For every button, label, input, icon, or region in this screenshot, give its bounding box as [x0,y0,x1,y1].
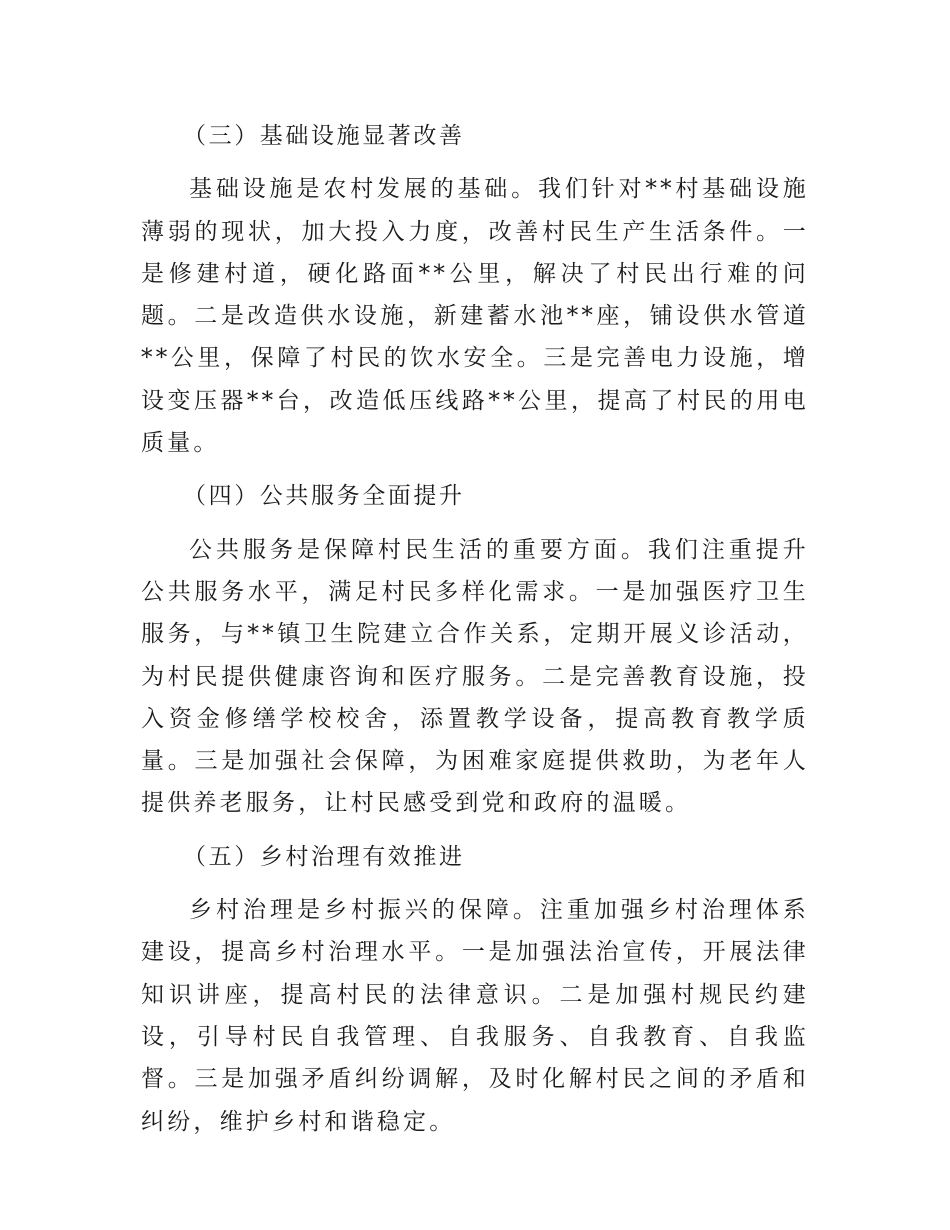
section-heading-infrastructure: （三）基础设施显著改善 [183,123,465,149]
section-heading-public-services: （四）公共服务全面提升 [183,483,465,510]
document-body [141,115,809,1154]
section-paragraph-infrastructure: 基础设施是农村发展的基础。我们针对**村基础设施薄弱的现状，加大投入力度，改善村民生产生活条件。一是修建村道，硬化路面**公里，解决了村民出行难的问题。二是改造供水设施，新建蓄水池**座，铺设供水管道**公里，保障了村民的饮水安全。三是完善电力设施，增设变压器**台，改造低压线路**公里，提高了村民的用电质量。 [141,176,809,457]
section-paragraph-public-services: 公共服务是保障村民生活的重要方面。我们注重提升公共服务水平，满足村民多样化需求。一是加强医疗卫生服务，与**镇卫生院建立合作关系，定期开展义诊活动，为村民提供健康咨询和医疗服务。二是完善教育设施，投入资金修缮学校校舍，添置教学设备，提高教育教学质量。三是加强社会保障，为困难家庭提供救助，为老年人提供养老服务，让村民感受到党和政府的温暖。 [141,536,809,817]
section-paragraph-rural-governance: 乡村治理是乡村振兴的保障。注重加强乡村治理体系建设，提高乡村治理水平。一是加强法治宣传，开展法律知识讲座，提高村民的法律意识。二是加强村规民约建设，引导村民自我管理、自我服务、自我教育、自我监督。三是加强矛盾纠纷调解，及时化解村民之间的矛盾和纠纷，维护乡村和谐稳定。 [141,897,809,1135]
section-heading-rural-governance: （五）乡村治理有效推进 [183,843,465,870]
